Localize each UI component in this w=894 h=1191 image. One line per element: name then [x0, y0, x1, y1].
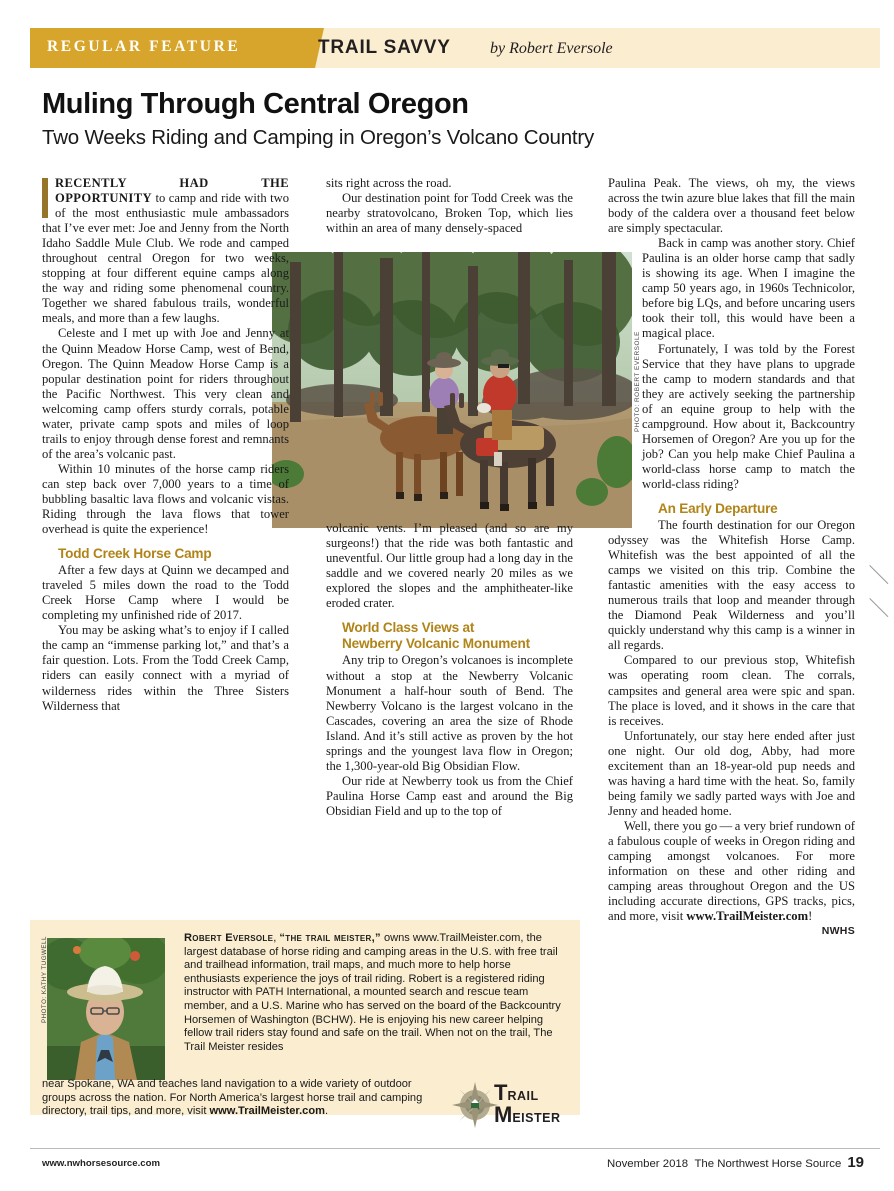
paragraph: Our ride at Newberry took us from the Chief Paulina Horse Camp east and around the Big Obsidian Field and up to the top of [326, 773, 573, 818]
footer-issue-date: November 2018 [607, 1158, 689, 1170]
paragraph-text: Back in camp was another story. Chief Paulina is an older horse camp that sadly is showing its age. When I imagine the camp 50 years ago, in 1960s Technicolor, before big LQs, and before uncaring users took their toll, this would have been a magical place. [642, 236, 855, 341]
lead-small-caps: RECENTLY HAD THE OPPORTUNITY [55, 176, 289, 206]
compass-rose-icon [452, 1082, 498, 1128]
footer-publication-name: The Northwest Horse Source [694, 1158, 842, 1170]
end-mark: NWHS [821, 925, 855, 938]
author-bio-text [184, 932, 564, 1054]
page-subtitle: Two Weeks Riding and Camping in Oregon’s Volcano Country [42, 126, 595, 149]
column-byline: by Robert Eversole [490, 40, 613, 57]
crop-mark-lower [870, 598, 892, 620]
photo-inset-spacer [608, 236, 642, 528]
author-bio-period: . [324, 1105, 329, 1118]
paragraph: Compared to our previous stop, Whitefish was operating room clean. The corrals, campsites and general area were spic and span. The place is loved, and it shows in the care that is receives. [608, 653, 855, 728]
article-column-2 [326, 176, 573, 906]
author-bio-comma: , [273, 932, 280, 944]
trailmeister-wordmark [494, 1080, 561, 1128]
paragraph-text: Well, there you go — a very brief rundown of a fabulous couple of weeks in Oregon riding and camping amongst volcanoes. For more information on these and other riding and camping areas throughout Oregon and the US including accurate directions, GPS tracks, pics, and more, visit [608, 818, 855, 924]
section-heading-early-departure: An Early Departure [658, 500, 778, 516]
author-portrait [47, 938, 165, 1080]
photo-spacer [326, 236, 573, 521]
paragraph: Fortunately, I was told by the Forest Service that they have plans to upgrade the camp to modern standards and that they are actively seeking the partnership of an equine group to help with the campground. How about it, Backcountry Horsemen of Oregon? Are you up for the job? Can you help make Chief Paulina a world-class horse camp to match the world-class riding? [642, 341, 855, 491]
author-portrait-credit: PHOTO: KATHY TUGWELL [41, 936, 48, 1023]
paragraph: The fourth destination for our Oregon odyssey was the Whitefish Horse Camp. Whitefish was the best appointed of all the camps we visited on this trip. Combine the fantastic amenities with the easy access to numerous trails that loop and meander through the Diamond Peak Wilderness and you’ll quickly understand why this camp is a winner in all regards. [608, 517, 855, 653]
logo-cap-m: M [494, 1102, 513, 1127]
paragraph-final [608, 818, 855, 938]
section-heading-newberry-line1: World Class Views at [342, 620, 475, 636]
article-column-1 [42, 176, 289, 906]
paragraph: volcanic vents. I’m pleased (and so are my surgeons!) that the ride was both fantastic and uneventful. Our little group had a long day in the saddle and we covered nearly 20 miles as we explored the slopes and the amphitheater-like eroded crater. [326, 521, 573, 611]
paragraph: After a few days at Quinn we decamped and traveled 5 miles down the road to the Todd Creek Horse Camp where I would be completing my unfinished ride of 2017. [42, 563, 289, 623]
crop-mark-upper [870, 565, 892, 587]
banner-kicker-label: REGULAR FEATURE [47, 38, 241, 55]
author-name: Robert Eversole [184, 932, 274, 944]
logo-cap-t: T [494, 1080, 508, 1105]
paragraph: sits right across the road. [326, 176, 452, 190]
trailmeister-link[interactable]: www.TrailMeister.com [686, 909, 809, 924]
article-photo-credit: PHOTO: ROBERT EVERSOLE [634, 331, 641, 432]
drop-cap-bar [42, 178, 48, 218]
feature-banner [0, 28, 894, 68]
footer-website[interactable]: www.nwhorsesource.com [42, 1158, 160, 1169]
paragraph: Our destination point for Todd Creek was the nearby stratovolcano, Broken Top, which lies within an area of many densely-spaced [326, 191, 573, 236]
page-number: 19 [847, 1154, 864, 1171]
paragraph-lead [42, 176, 289, 326]
author-bio-body: owns www.TrailMeister.com, the largest database of horse riding and camping areas in the U.S. with free trail and trailhead information, trail maps, and much more to help horse enthusiasts experience the joys of trail riding. Robert is a registered riding instructor with PATH International, a mounted search and rescue team member, and a U.S. Marine who has served on the board of the Backcountry Horsemen of Washington (BCHW). He is enjoying his new career helping fellow trail riders stay found and safe on the trail. When not on the trail, The Trail Meister resides [184, 932, 561, 1053]
logo-line-2 [494, 1102, 561, 1128]
author-bio-text-continued [42, 1078, 432, 1119]
author-nickname: “the trail meister,” [279, 932, 381, 944]
paragraph [608, 236, 855, 341]
column-title: TRAIL SAVVY [318, 37, 451, 58]
trailmeister-link-bio[interactable]: www.TrailMeister.com [209, 1105, 325, 1118]
paragraph: You may be asking what’s to enjoy if I called the camp an “immense parking lot,” and that’s a fair question. Lots. From the Todd Creek Camp, riders can easily connect with a myriad of wilderness rides within the Three Sisters Wilderness that [42, 623, 289, 713]
article-column-3 [608, 176, 855, 1136]
footer-divider [30, 1148, 880, 1149]
logo-rail: RAIL [507, 1089, 539, 1103]
paragraph: Celeste and I met up with Joe and Jenny at the Quinn Meadow Horse Camp, west of Bend, Oregon. The Quinn Meadow Horse Camp is a popular destination point for riders throughout the Pacific Northwest. This very clean and welcoming camp offers sturdy corrals, potable water, private camp spots and miles of loop trails to enjoy through dense forest and remnants of the area’s volcanic past. [42, 326, 289, 461]
page-title: Muling Through Central Oregon [42, 88, 469, 120]
author-portrait-illustration [47, 938, 165, 1080]
lead-body: to camp and ride with two of the most enthusiastic mule ambassadors that I’ve ever met: Joe and Jenny from the North Idaho Saddle Mule Club. We rode and camped throughout central Oregon for two weeks, stopping at four different equine camps along the way and riding some phenomenal country. Together we shared fabulous trails, wonderful meals, and more than a few laughs. [42, 191, 289, 326]
section-heading-newberry-line2: Newberry Volcanic Monument [342, 636, 530, 652]
paragraph: Within 10 minutes of the horse camp riders can step back over 7,000 years to a time of bubbling basaltic lava flows and volcanic vistas. Riding through the lava flows that tower overhead is quite the experience! [42, 461, 289, 537]
paragraph-text-tail: ! [808, 909, 813, 924]
footer-issue-info [607, 1154, 864, 1171]
section-heading-todd-creek: Todd Creek Horse Camp [58, 546, 212, 562]
paragraph: Paulina Peak. The views, oh my, the views across the twin azure blue lakes that fill the main body of the caldera over a thousand feet below are simply spectacular. [608, 176, 855, 236]
author-bio-body-2: near Spokane, WA and teaches land navigation to a wide variety of outdoor groups across the nation. For North America’s largest horse trail and camping directory, trail tips, and more, visit [42, 1078, 423, 1118]
logo-eister: EISTER [512, 1111, 561, 1125]
paragraph: Unfortunately, our stay here ended after just one night. Our old dog, Abby, had more excitement than an 18-year-old pup needs and was having a hard time with the heat. So, family being family we sadly parted ways with Joe and Jenny and headed home. [608, 728, 855, 818]
paragraph: Any trip to Oregon’s volcanoes is incomplete without a stop at the Newberry Volcanic Monument a half-hour south of Bend. The Newberry Volcano is the largest volcano in the Cascades, covering an area the size of Rhode Island. And it’s still active as proven by the hot springs and the youngest lava flow in Oregon; the 1,300-year-old Big Obsidian Flow. [326, 653, 573, 773]
